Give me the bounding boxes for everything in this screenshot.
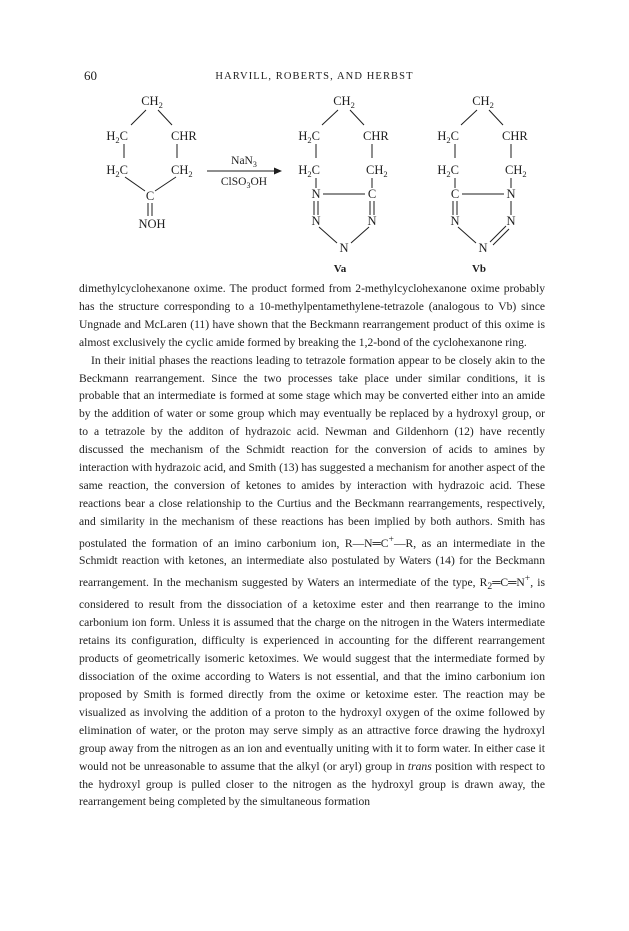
oxime-noh: NOH (138, 217, 166, 231)
paragraph-2: In their initial phases the reactions leading to tetrazole formation appear to be closely akin to the Beckmann rearrangement. Since the two processes take place under similar conditions, it is probable that an intermediate is formed at some stage which may be converted either into an amide by the addition of water or some group which may eventually be replaced by a hydroxyl group, or to a tetrazole by the additon of hydrazoic acid. Newman and Gildenhorn (12) have recently discussed the mechanism of the Schmidt reaction for the conversion of acids to amines by interaction with hydrazoic acid, and Smith (13) has suggested a mechanism for another aspect of the same reaction, the conversion of ketones to amides by interaction with hydrazoic acid. These reactions bear a close relationship to the Curtius and the Beckmann rearrangements, respectively, and similarity in the mechanism of these reactions has been implied by both authors. Smith has postulated the formation of an imino carbonium ion, R—N═C+—R, as an intermediate in the Schmidt reaction with ketones, an intermediate also postulated by Waters (14) for the Beckmann rearrangement. In the mechanism suggested by Waters an intermediate of the type, $R_2═C═N^+$, is considered to result from the dissociation of a ketoxime ester and then rearrange to the imino carbonium ion form. Unless it is assumed that the charge on the nitrogen in the Waters intermediate retains its configuration, difficulty is experienced in accounting for the different rearrangement products of geometrically isomeric ketoximes. We would suggest that the intermediate formed by dissociation of the oxime according to Waters is not essential, and that the imino carbonium ion proposed by Smith is formed directly from the oxime or ketoxime ester. The reaction may be visualized as involving the addition of a proton to the hydroxyl oxygen of the oxime followed by elimination of water, or the proton may serve simply as an attractive force drawing the hydroxyl group away from the nitrogen as an ion and eventually uniting with it to form water. In either case it would not be unreasonable to assume that the alkyl (or aryl) group in trans position with respect to the hydroxyl group is pulled closer to the nitrogen as the hydroxyl group is drawn away, the rearrangement being completed by the simultaneous formation (79, 353, 545, 809)
vb-chr: CHR (502, 129, 528, 143)
oxime-chr: CHR (171, 129, 197, 143)
va-label: Va (333, 263, 347, 275)
va-ring-n3: N (339, 241, 349, 255)
body-text (79, 280, 545, 811)
va-top-ch2: $CH_2$ (333, 94, 355, 110)
vb-ring-c: C (450, 187, 460, 201)
va-h2c-upper: $H_2C$ (298, 129, 320, 145)
va-chr: CHR (363, 129, 389, 143)
oxime-h2c-lower: $H_2C$ (106, 163, 128, 179)
va-ring-n1: N (311, 187, 321, 201)
va-ring-c: C (367, 187, 377, 201)
reaction-scheme (0, 0, 629, 280)
paragraph-1: dimethylcyclohexanone oxime. The product formed from 2-methylcyclohexanone oxime probably has the structure corresponding to a 10-methylpentamethylene-tetrazole (analogous to Vb) since Ungnade and McLaren (11) have shown that the Beckmann rearrangement product of this oxime is almost exclusively the cyclic amide formed by breaking the 1,2-bond of the cyclohexanone ring. (79, 282, 545, 349)
vb-label: Vb (471, 263, 487, 275)
reagent-chlorosulfonic-acid: ClSO$_3$OH (220, 176, 268, 190)
oxime-top-ch2: $CH_2$ (141, 94, 163, 110)
vb-ring-n1: N (506, 187, 516, 201)
vb-ring-n3: N (478, 241, 488, 255)
vb-ch2: $CH_2$ (505, 163, 527, 179)
va-ring-n4: N (367, 214, 377, 228)
oxime-carbon: C (145, 189, 155, 203)
vb-h2c-upper: $H_2C$ (437, 129, 459, 145)
vb-h2c-lower: $H_2C$ (437, 163, 459, 179)
oxime-ch2: $CH_2$ (171, 163, 193, 179)
va-ring-n2: N (311, 214, 321, 228)
page-number: 60 (84, 68, 97, 83)
vb-ring-n2: N (506, 214, 516, 228)
reagent-sodium-azide: NaN$_3$ (231, 155, 257, 169)
running-head: HARVILL, ROBERTS, AND HERBST (215, 71, 414, 82)
vb-ring-n4: N (450, 214, 460, 228)
va-h2c-lower: $H_2C$ (298, 163, 320, 179)
oxime-h2c-upper: $H_2C$ (106, 129, 128, 145)
arrow-head-icon (274, 168, 282, 175)
va-ch2: $CH_2$ (366, 163, 388, 179)
vb-top-ch2: $CH_2$ (472, 94, 494, 110)
